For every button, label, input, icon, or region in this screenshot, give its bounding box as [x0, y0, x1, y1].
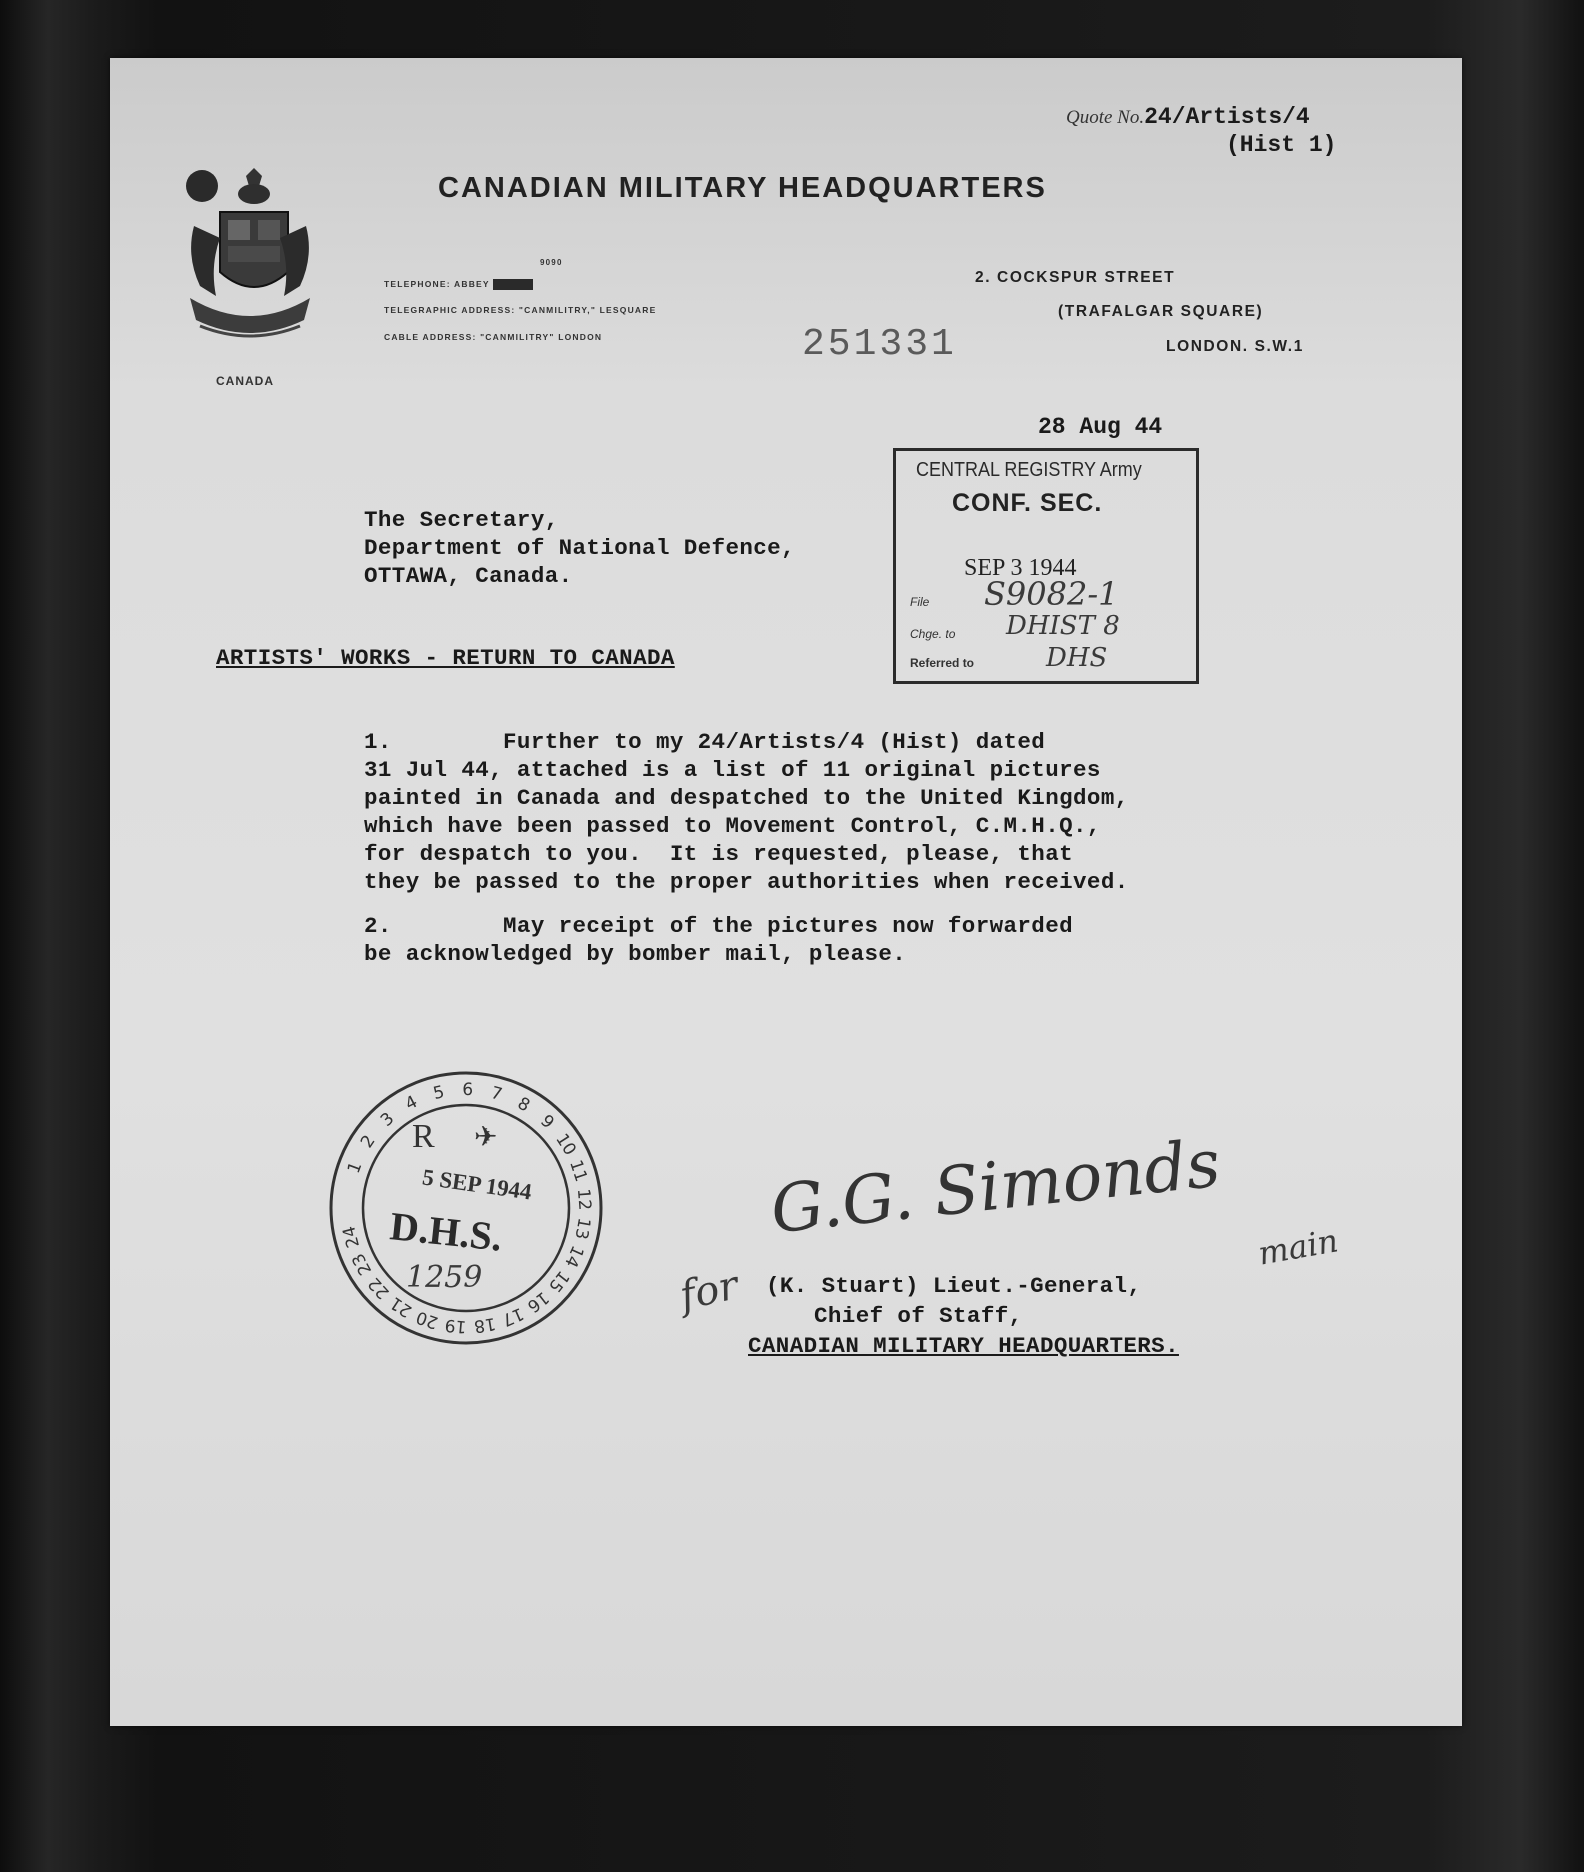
registry-line2: CONF. SEC. [952, 489, 1103, 517]
dhs-stamp-number: 1259 [406, 1260, 483, 1295]
registry-date: SEP 3 1944 [964, 555, 1077, 581]
reference-number: 251331 [802, 323, 957, 366]
paragraph-1-line-1: 1. Further to my 24/Artists/4 (Hist) dated [364, 729, 1046, 755]
registry-file-label: File [910, 595, 930, 609]
letterhead-title: CANADIAN MILITARY HEADQUARTERS [438, 172, 1047, 204]
paragraph-1-line-3: painted in Canada and despatched to the United Kingdom, [364, 785, 1129, 811]
paragraph-1-line-5: for despatch to you. It is requested, please, that [364, 841, 1074, 867]
recipient-line-2: Department of National Defence, [364, 535, 795, 561]
address-line-1: 2. COCKSPUR STREET [975, 269, 1176, 286]
dhs-received-stamp [326, 1068, 606, 1348]
subject-line: ARTISTS' WORKS - RETURN TO CANADA [216, 645, 675, 671]
paragraph-2-line-2: be acknowledged by bomber mail, please. [364, 941, 907, 967]
dhs-ring-number: 2 [357, 1131, 380, 1152]
paragraph-2-line-1: 2. May receipt of the pictures now forwarded [364, 913, 1074, 939]
signatory-name: (K. Stuart) Lieut.-General, [766, 1273, 1142, 1299]
recipient-line-3: OTTAWA, Canada. [364, 563, 573, 589]
dhs-ring-number: 5 [431, 1082, 447, 1105]
registry-referred-value: DHS [1046, 643, 1108, 673]
dhs-ring-number: 17 [498, 1302, 527, 1330]
dhs-ring-number: 6 [462, 1079, 474, 1101]
plane-icon: ✈ [474, 1121, 498, 1152]
signatory-title: Chief of Staff, [814, 1303, 1023, 1329]
dhs-ring-number: 19 [444, 1314, 468, 1337]
cable-address: CABLE ADDRESS: "CANMILITRY" LONDON [384, 332, 603, 342]
registry-chge-value: DHIST 8 [1006, 611, 1120, 641]
address-line-3: LONDON. S.W.1 [1166, 338, 1304, 355]
letter-date: 28 Aug 44 [1038, 414, 1163, 440]
crest-caption: CANADA [216, 374, 274, 388]
central-registry-stamp [893, 448, 1199, 684]
dhs-stamp-letter: R [412, 1118, 435, 1155]
dhs-stamp-ring [326, 1068, 606, 1348]
dhs-ring-number: 9 [536, 1111, 558, 1134]
telephone-line [384, 279, 533, 290]
registry-chge-label: Chge. to [910, 627, 956, 641]
dhs-ring-number: 20 [413, 1306, 441, 1333]
telephone-label: TELEPHONE: ABBEY [384, 279, 490, 289]
address-line-2: (TRAFALGAR SQUARE) [1058, 303, 1264, 320]
signature-for: for [675, 1262, 743, 1320]
dhs-ring-number: 10 [551, 1130, 580, 1160]
quote-sub: (Hist 1) [1226, 132, 1337, 158]
dhs-ring-number: 3 [376, 1108, 399, 1131]
recipient-line-1: The Secretary, [364, 507, 559, 533]
handwritten-signature: G.G. Simonds [767, 1124, 1224, 1249]
telephone-number: 9090 [540, 258, 563, 267]
dhs-ring-number: 12 [572, 1187, 595, 1211]
dhs-ring-number: 13 [570, 1216, 594, 1241]
dhs-ring-number: 11 [565, 1157, 591, 1185]
registry-referred-label: Referred to [910, 656, 975, 670]
dhs-ring-number: 23 [348, 1249, 377, 1279]
dhs-ring-number: 7 [488, 1083, 505, 1106]
dhs-ring-number: 24 [339, 1223, 364, 1250]
telegraphic-address: TELEGRAPHIC ADDRESS: "CANMILITRY," LESQUARE [384, 305, 657, 315]
quote-number [1066, 104, 1310, 130]
quote-value: 24/Artists/4 [1144, 104, 1310, 130]
coat-of-arms-icon [180, 166, 320, 366]
paragraph-1-line-4: which have been passed to Movement Control, C.M.H.Q., [364, 813, 1101, 839]
registry-file-value: S9082-1 [984, 575, 1119, 613]
dhs-ring-number: 1 [343, 1159, 367, 1177]
signatory-organisation: CANADIAN MILITARY HEADQUARTERS. [748, 1333, 1179, 1359]
dhs-ring-number: 18 [472, 1312, 498, 1337]
dhs-ring-number: 16 [523, 1287, 553, 1317]
paragraph-1-line-6: they be passed to the proper authorities when received. [364, 869, 1129, 895]
dhs-ring-number: 15 [543, 1266, 574, 1296]
registry-line1: CENTRAL REGISTRY Army [916, 459, 1142, 481]
dhs-ring-number: 8 [513, 1093, 534, 1117]
paragraph-1-line-2: 31 Jul 44, attached is a list of 11 original pictures [364, 757, 1101, 783]
dhs-ring-number: 21 [386, 1292, 416, 1321]
dhs-ring-number: 4 [402, 1091, 421, 1115]
dhs-stamp-office: D.H.S. [387, 1203, 505, 1260]
redaction-bar [493, 279, 533, 290]
signature-annotation: main [1255, 1221, 1341, 1273]
dhs-stamp-date: 5 SEP 1944 [420, 1164, 534, 1205]
quote-label: Quote No. [1066, 107, 1145, 128]
dhs-ring-number: 22 [364, 1272, 394, 1303]
dhs-ring-number: 14 [560, 1242, 588, 1271]
